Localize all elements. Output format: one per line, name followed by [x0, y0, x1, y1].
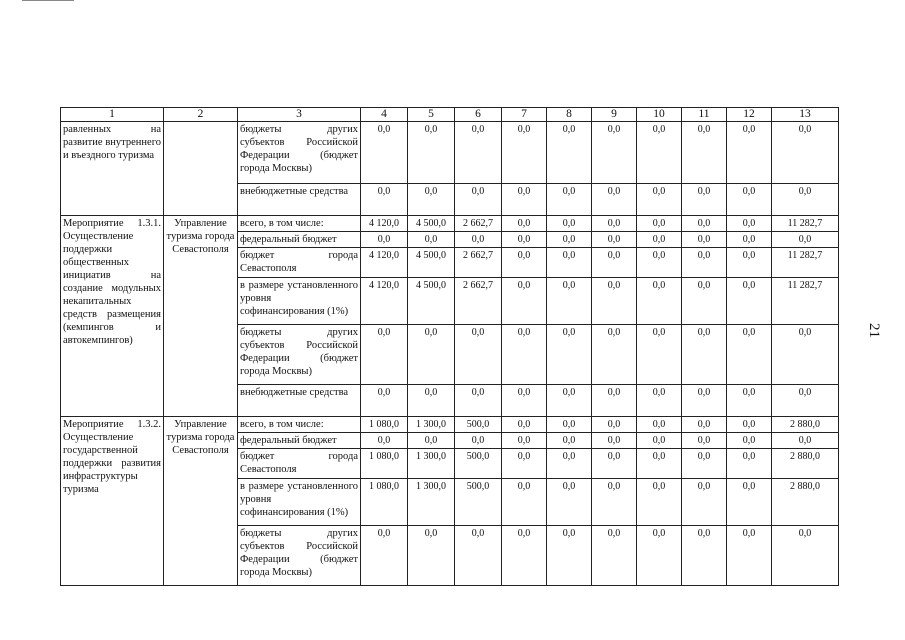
funding-source: бюджеты других субъектов Российской Федерации (бюджет города Москвы) — [238, 122, 361, 184]
value-cell: 500,0 — [455, 479, 502, 526]
value-cell: 0,0 — [361, 325, 408, 385]
value-cell: 0,0 — [637, 278, 682, 325]
value-cell: 0,0 — [361, 385, 408, 417]
funding-source: всего, в том числе: — [238, 417, 361, 433]
value-cell: 0,0 — [727, 248, 772, 278]
value-cell: 0,0 — [592, 184, 637, 216]
value-cell: 0,0 — [682, 216, 727, 232]
value-cell: 0,0 — [547, 433, 592, 449]
value-cell: 4 120,0 — [361, 216, 408, 232]
table-row — [61, 122, 839, 184]
value-cell: 0,0 — [502, 232, 547, 248]
value-cell: 0,0 — [408, 184, 455, 216]
value-cell: 11 282,7 — [772, 248, 839, 278]
value-cell: 0,0 — [682, 184, 727, 216]
funding-source: бюджеты других субъектов Российской Федерации (бюджет города Москвы) — [238, 526, 361, 586]
budget-table — [60, 107, 839, 586]
column-header-8: 8 — [547, 108, 592, 122]
value-cell: 1 300,0 — [408, 479, 455, 526]
value-cell: 0,0 — [408, 526, 455, 586]
value-cell: 0,0 — [682, 278, 727, 325]
value-cell: 0,0 — [637, 232, 682, 248]
value-cell: 0,0 — [682, 325, 727, 385]
column-header-2: 2 — [164, 108, 238, 122]
value-cell: 0,0 — [772, 122, 839, 184]
column-header-6: 6 — [455, 108, 502, 122]
value-cell: 0,0 — [455, 385, 502, 417]
value-cell: 0,0 — [547, 526, 592, 586]
value-cell: 0,0 — [408, 433, 455, 449]
value-cell: 500,0 — [455, 417, 502, 433]
value-cell: 0,0 — [637, 248, 682, 278]
value-cell: 1 300,0 — [408, 417, 455, 433]
funding-source: бюджеты других субъектов Российской Федерации (бюджет города Москвы) — [238, 325, 361, 385]
responsible-executor — [164, 122, 238, 216]
value-cell: 0,0 — [727, 232, 772, 248]
value-cell: 4 120,0 — [361, 278, 408, 325]
value-cell: 0,0 — [727, 325, 772, 385]
value-cell: 0,0 — [637, 325, 682, 385]
value-cell: 0,0 — [455, 122, 502, 184]
funding-source: всего, в том числе: — [238, 216, 361, 232]
value-cell: 0,0 — [502, 433, 547, 449]
funding-source: федеральный бюджет — [238, 232, 361, 248]
value-cell: 4 500,0 — [408, 216, 455, 232]
table-row — [61, 417, 839, 433]
column-header-13: 13 — [772, 108, 839, 122]
value-cell: 0,0 — [592, 479, 637, 526]
top-corner-line — [22, 0, 74, 1]
value-cell: 0,0 — [727, 122, 772, 184]
funding-source: бюджет города Севастополя — [238, 449, 361, 479]
value-cell: 0,0 — [592, 385, 637, 417]
value-cell: 4 500,0 — [408, 248, 455, 278]
value-cell: 0,0 — [502, 278, 547, 325]
value-cell: 0,0 — [547, 449, 592, 479]
column-header-5: 5 — [408, 108, 455, 122]
value-cell: 0,0 — [637, 417, 682, 433]
value-cell: 2 662,7 — [455, 248, 502, 278]
value-cell: 0,0 — [682, 433, 727, 449]
column-header-1: 1 — [61, 108, 164, 122]
value-cell: 0,0 — [682, 248, 727, 278]
value-cell: 0,0 — [637, 122, 682, 184]
value-cell: 0,0 — [682, 385, 727, 417]
value-cell: 0,0 — [408, 385, 455, 417]
value-cell: 0,0 — [682, 449, 727, 479]
value-cell: 0,0 — [772, 433, 839, 449]
column-header-11: 11 — [682, 108, 727, 122]
column-header-10: 10 — [637, 108, 682, 122]
value-cell: 0,0 — [547, 232, 592, 248]
value-cell: 0,0 — [502, 385, 547, 417]
value-cell: 0,0 — [361, 433, 408, 449]
value-cell: 2 880,0 — [772, 479, 839, 526]
value-cell: 0,0 — [682, 526, 727, 586]
column-header-4: 4 — [361, 108, 408, 122]
value-cell: 1 080,0 — [361, 479, 408, 526]
funding-source: в размере установленного уровня софинансирования (1%) — [238, 278, 361, 325]
value-cell: 0,0 — [637, 479, 682, 526]
funding-source: внебюджетные средства — [238, 385, 361, 417]
value-cell: 0,0 — [547, 216, 592, 232]
value-cell: 0,0 — [455, 232, 502, 248]
value-cell: 0,0 — [727, 449, 772, 479]
value-cell: 0,0 — [502, 417, 547, 433]
value-cell: 2 880,0 — [772, 417, 839, 433]
value-cell: 0,0 — [547, 278, 592, 325]
value-cell: 0,0 — [727, 278, 772, 325]
value-cell: 0,0 — [637, 184, 682, 216]
value-cell: 0,0 — [502, 449, 547, 479]
value-cell: 500,0 — [455, 449, 502, 479]
value-cell: 0,0 — [361, 526, 408, 586]
value-cell: 0,0 — [502, 216, 547, 232]
value-cell: 0,0 — [682, 479, 727, 526]
value-cell: 0,0 — [592, 216, 637, 232]
value-cell: 0,0 — [455, 433, 502, 449]
value-cell: 0,0 — [682, 417, 727, 433]
value-cell: 0,0 — [502, 526, 547, 586]
value-cell: 11 282,7 — [772, 278, 839, 325]
value-cell: 0,0 — [727, 479, 772, 526]
value-cell: 1 080,0 — [361, 417, 408, 433]
value-cell: 0,0 — [547, 385, 592, 417]
value-cell: 0,0 — [408, 122, 455, 184]
value-cell: 0,0 — [547, 417, 592, 433]
value-cell: 0,0 — [637, 216, 682, 232]
value-cell: 0,0 — [455, 184, 502, 216]
value-cell: 0,0 — [637, 449, 682, 479]
value-cell: 0,0 — [727, 184, 772, 216]
value-cell: 0,0 — [408, 232, 455, 248]
column-header-9: 9 — [592, 108, 637, 122]
value-cell: 0,0 — [547, 248, 592, 278]
value-cell: 0,0 — [502, 248, 547, 278]
value-cell: 0,0 — [727, 417, 772, 433]
value-cell: 0,0 — [547, 184, 592, 216]
value-cell: 0,0 — [408, 325, 455, 385]
value-cell: 0,0 — [592, 248, 637, 278]
responsible-executor: Управление туризма города Севастополя — [164, 216, 238, 417]
value-cell: 0,0 — [592, 122, 637, 184]
value-cell: 0,0 — [682, 122, 727, 184]
page-number: 21 — [866, 323, 882, 338]
value-cell: 0,0 — [502, 184, 547, 216]
value-cell: 4 120,0 — [361, 248, 408, 278]
value-cell: 0,0 — [637, 385, 682, 417]
value-cell: 0,0 — [592, 526, 637, 586]
value-cell: 4 500,0 — [408, 278, 455, 325]
column-header-12: 12 — [727, 108, 772, 122]
funding-source: в размере установленного уровня софинансирования (1%) — [238, 479, 361, 526]
value-cell: 0,0 — [361, 184, 408, 216]
value-cell: 0,0 — [772, 184, 839, 216]
value-cell: 2 880,0 — [772, 449, 839, 479]
value-cell: 0,0 — [772, 232, 839, 248]
value-cell: 0,0 — [455, 325, 502, 385]
value-cell: 0,0 — [547, 325, 592, 385]
value-cell: 0,0 — [727, 526, 772, 586]
value-cell: 0,0 — [455, 526, 502, 586]
value-cell: 0,0 — [727, 216, 772, 232]
activity-name: равленных на развитие внутреннего и въездного туризма — [61, 122, 164, 216]
funding-source: бюджет города Севастополя — [238, 248, 361, 278]
responsible-executor: Управление туризма города Севастополя — [164, 417, 238, 586]
value-cell: 0,0 — [772, 385, 839, 417]
activity-name: Мероприятие 1.3.2. Осуществление государственной поддержки развития инфраструктуры туризма — [61, 417, 164, 586]
column-header-3: 3 — [238, 108, 361, 122]
value-cell: 0,0 — [502, 122, 547, 184]
funding-source: внебюджетные средства — [238, 184, 361, 216]
value-cell: 2 662,7 — [455, 216, 502, 232]
value-cell: 1 300,0 — [408, 449, 455, 479]
value-cell: 0,0 — [502, 479, 547, 526]
value-cell: 0,0 — [637, 433, 682, 449]
activity-name: Мероприятие 1.3.1. Осуществление поддержки общественных инициатив на создание модульных некапитальных средств размещения (кемпингов и автокемпингов) — [61, 216, 164, 417]
value-cell: 0,0 — [547, 479, 592, 526]
value-cell: 0,0 — [682, 232, 727, 248]
table-row — [61, 216, 839, 232]
value-cell: 11 282,7 — [772, 216, 839, 232]
value-cell: 1 080,0 — [361, 449, 408, 479]
value-cell: 0,0 — [592, 232, 637, 248]
value-cell: 2 662,7 — [455, 278, 502, 325]
value-cell: 0,0 — [547, 122, 592, 184]
value-cell: 0,0 — [502, 325, 547, 385]
value-cell: 0,0 — [592, 325, 637, 385]
value-cell: 0,0 — [772, 526, 839, 586]
value-cell: 0,0 — [727, 433, 772, 449]
value-cell: 0,0 — [361, 232, 408, 248]
value-cell: 0,0 — [592, 433, 637, 449]
value-cell: 0,0 — [637, 526, 682, 586]
value-cell: 0,0 — [592, 278, 637, 325]
value-cell: 0,0 — [727, 385, 772, 417]
value-cell: 0,0 — [592, 449, 637, 479]
value-cell: 0,0 — [592, 417, 637, 433]
header-row — [61, 108, 839, 122]
funding-source: федеральный бюджет — [238, 433, 361, 449]
value-cell: 0,0 — [772, 325, 839, 385]
column-header-7: 7 — [502, 108, 547, 122]
value-cell: 0,0 — [361, 122, 408, 184]
